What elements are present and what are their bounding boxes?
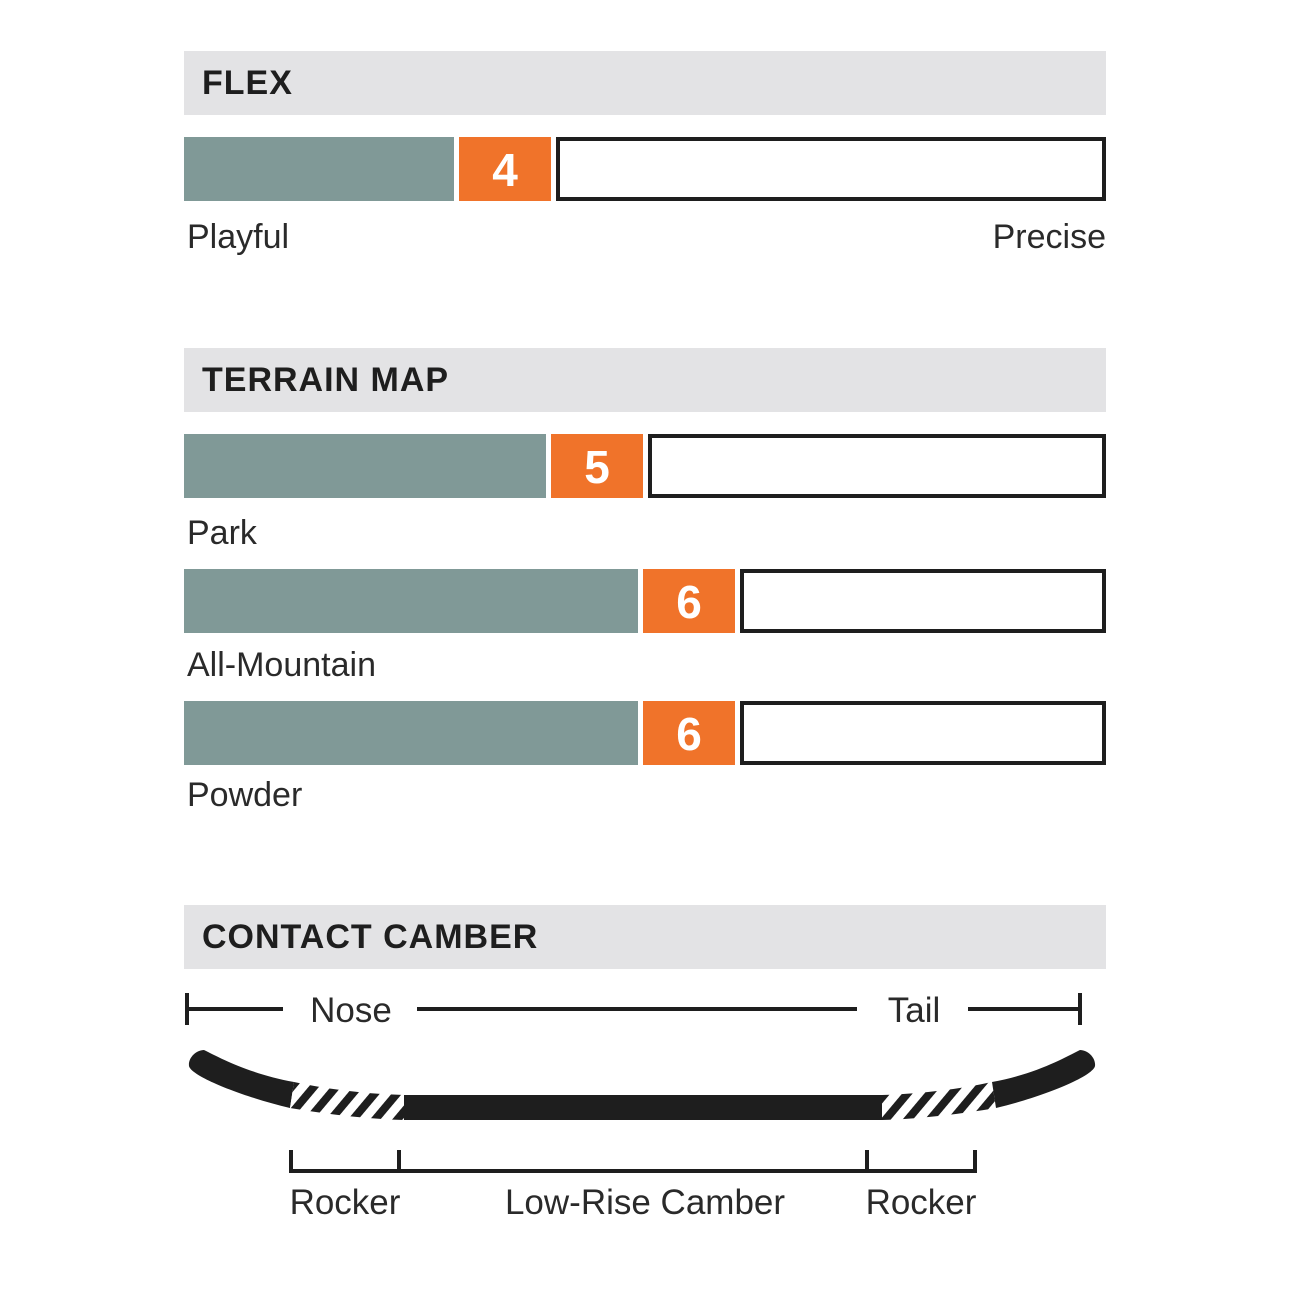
terrain-value-badge: 5 <box>551 434 643 498</box>
rocker-right-bracket <box>867 1150 975 1171</box>
rocker-left-bracket <box>291 1150 399 1171</box>
terrain-label-all-mountain: All-Mountain <box>187 646 376 684</box>
terrain-label-park: Park <box>187 514 257 552</box>
board-profile <box>189 1050 1095 1120</box>
nose-rocker-zone <box>290 1082 404 1120</box>
nose-label: Nose <box>310 991 392 1030</box>
segment-label-rocker-right: Rocker <box>865 1183 977 1222</box>
terrain-value-badge: 6 <box>643 569 735 633</box>
camber-zone <box>404 1095 882 1120</box>
camber-title: CONTACT CAMBER <box>202 918 539 956</box>
tail-tip <box>992 1050 1095 1108</box>
terrain-label-powder: Powder <box>187 776 303 814</box>
terrain-value-badge: 6 <box>643 701 735 765</box>
terrain-title: TERRAIN MAP <box>202 361 450 399</box>
flex-right-label: Precise <box>992 218 1106 256</box>
flex-left-label: Playful <box>187 218 290 256</box>
flex-value-badge: 4 <box>459 137 551 201</box>
segment-brackets <box>291 1150 975 1171</box>
tail-label: Tail <box>887 991 941 1030</box>
segment-label-camber: Low-Rise Camber <box>504 1183 786 1222</box>
segment-label-rocker-left: Rocker <box>289 1183 401 1222</box>
tail-rocker-zone <box>882 1082 996 1120</box>
nose-tip <box>189 1050 294 1108</box>
flex-title: FLEX <box>202 64 293 102</box>
